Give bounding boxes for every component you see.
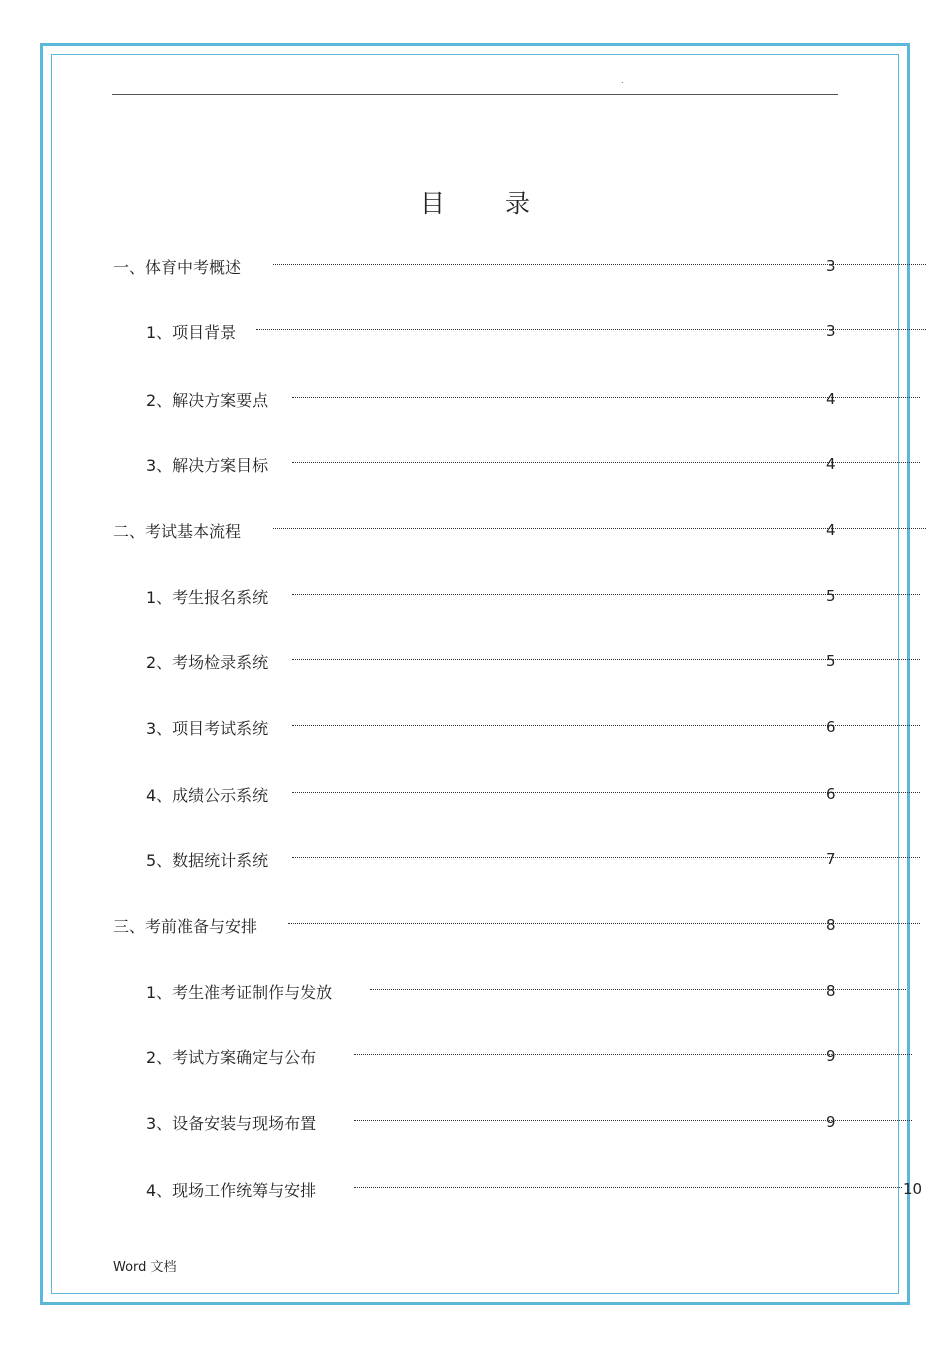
- toc-page-number: 7: [826, 850, 836, 868]
- toc-page-number: 9: [826, 1113, 836, 1131]
- toc-entry-label: 1、项目背景: [146, 323, 237, 342]
- toc-page-number: 9: [826, 1047, 836, 1065]
- toc-entry-1-1[interactable]: [0, 320, 950, 344]
- toc-entry-2-3[interactable]: [0, 716, 950, 740]
- toc-entry-label: 二、考试基本流程: [113, 522, 242, 541]
- toc-page-number: 8: [826, 916, 836, 934]
- header-rule: [112, 94, 838, 95]
- toc-dot-leader: [354, 1187, 902, 1188]
- toc-entry-label: 4、现场工作统筹与安排: [146, 1181, 317, 1200]
- toc-page-number: 8: [826, 982, 836, 1000]
- toc-entry-label: 3、设备安装与现场布置: [146, 1114, 317, 1133]
- toc-entry-label: 1、考生报名系统: [146, 588, 269, 607]
- toc-entry-2[interactable]: [0, 519, 950, 543]
- toc-entry-1[interactable]: [0, 255, 950, 279]
- header-mark: .: [621, 76, 624, 85]
- toc-entry-2-1[interactable]: [0, 585, 950, 609]
- toc-entry-label: 5、数据统计系统: [146, 851, 269, 870]
- footer-text: Word 文档: [113, 1260, 177, 1275]
- toc-entry-3-1[interactable]: [0, 980, 950, 1004]
- toc-page-number: 6: [826, 785, 836, 803]
- toc-entry-label: 3、解决方案目标: [146, 456, 269, 475]
- toc-title: 目 录: [420, 189, 556, 218]
- toc-entry-label: 2、考试方案确定与公布: [146, 1048, 317, 1067]
- toc-entry-label: 一、体育中考概述: [113, 258, 242, 277]
- toc-page-number: 4: [826, 455, 836, 473]
- toc-page-number: 5: [826, 652, 836, 670]
- toc-entry-1-2[interactable]: [0, 388, 950, 412]
- toc-entry-2-2[interactable]: [0, 650, 950, 674]
- toc-entry-label: 3、项目考试系统: [146, 719, 269, 738]
- toc-entry-3-3[interactable]: [0, 1111, 950, 1135]
- toc-page-number: 4: [826, 390, 836, 408]
- toc-page-number: 3: [826, 322, 836, 340]
- toc-entry-2-4[interactable]: [0, 783, 950, 807]
- page-border-inner: [51, 54, 899, 1294]
- toc-entry-3-4[interactable]: [0, 1178, 950, 1202]
- toc-entry-3-2[interactable]: [0, 1045, 950, 1069]
- toc-entry-2-5[interactable]: [0, 848, 950, 872]
- toc-entry-label: 4、成绩公示系统: [146, 786, 269, 805]
- toc-page-number: 3: [826, 257, 836, 275]
- toc-page-number: 4: [826, 521, 836, 539]
- toc-page-number: 6: [826, 718, 836, 736]
- toc-entry-label: 三、考前准备与安排: [113, 917, 258, 936]
- toc-entry-label: 1、考生准考证制作与发放: [146, 983, 333, 1002]
- toc-entry-3[interactable]: [0, 914, 950, 938]
- toc-entry-label: 2、解决方案要点: [146, 391, 269, 410]
- toc-page-number: 5: [826, 587, 836, 605]
- toc-entry-label: 2、考场检录系统: [146, 653, 269, 672]
- toc-page-number: 10: [903, 1180, 923, 1198]
- toc-entry-1-3[interactable]: [0, 453, 950, 477]
